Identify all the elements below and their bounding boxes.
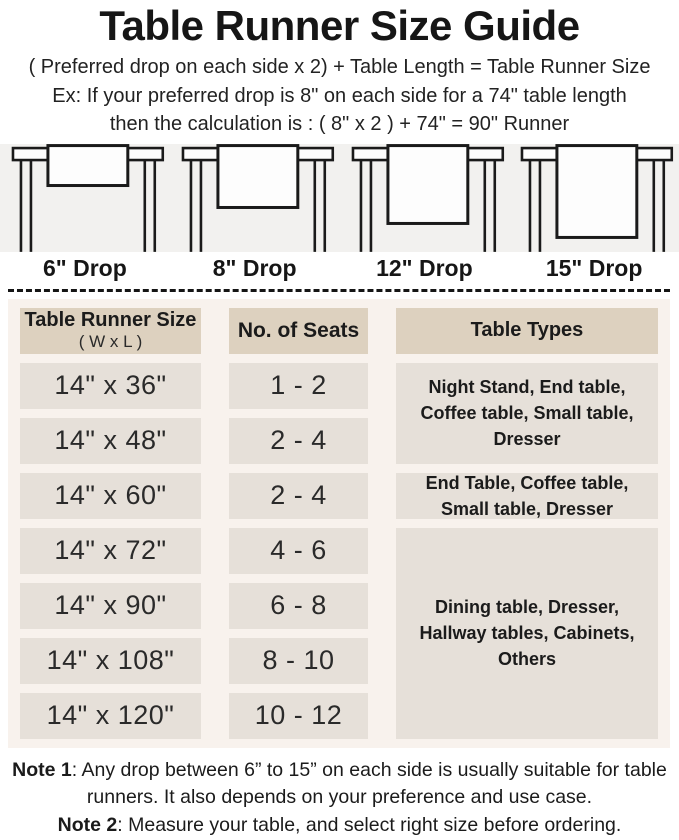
size-cell: 14" x 120" (20, 693, 201, 739)
table-illustration-8-drop (170, 144, 340, 252)
note-2-text: : Measure your table, and select right size before ordering. (117, 814, 622, 836)
column-header-size-line1: Table Runner Size (24, 309, 197, 332)
table-illustration-15-drop (509, 144, 679, 252)
size-cell: 14" x 60" (20, 473, 201, 519)
table-with-runner-drawing-icon (0, 144, 170, 252)
size-cell: 14" x 36" (20, 363, 201, 409)
column-header-size (20, 308, 201, 354)
drop-label-6: 6" Drop (43, 255, 127, 282)
table-with-runner-drawing-icon (509, 144, 679, 252)
size-guide-table (8, 299, 670, 748)
size-cell: 14" x 108" (20, 638, 201, 684)
page-title: Table Runner Size Guide (99, 2, 580, 49)
table-with-runner-drawing-icon (340, 144, 510, 252)
drop-illustrations (0, 144, 679, 252)
formula-text: ( Preferred drop on each side x 2) + Table Length = Table Runner Size (28, 56, 651, 79)
seats-cell: 8 - 10 (229, 638, 368, 684)
size-cell: 14" x 48" (20, 418, 201, 464)
seats-cell: 1 - 2 (229, 363, 368, 409)
size-cell: 14" x 72" (20, 528, 201, 574)
table-with-runner-drawing-icon (170, 144, 340, 252)
column-header-size-line2: ( W x L ) (78, 332, 143, 352)
seats-cell: 2 - 4 (229, 418, 368, 464)
column-header-seats-label: No. of Seats (237, 318, 360, 342)
size-cell: 14" x 90" (20, 583, 201, 629)
seats-cell: 4 - 6 (229, 528, 368, 574)
seats-cell: 2 - 4 (229, 473, 368, 519)
drop-labels-row (0, 255, 679, 283)
note-2-label: Note 2 (57, 814, 118, 836)
note-1-text: : Any drop between 6” to 15” on each side is usually suitable for table runners. It also depends on your preference and use case. (71, 758, 667, 809)
note-1 (8, 757, 672, 812)
dashed-divider (8, 289, 670, 292)
column-header-types (396, 308, 658, 354)
table-illustration-12-drop (340, 144, 510, 252)
example-line-1: Ex: If your preferred drop is 8" on each side for a 74" table length (52, 85, 627, 108)
seats-cell: 6 - 8 (229, 583, 368, 629)
table-illustration-6-drop (0, 144, 170, 252)
drop-label-12: 12" Drop (376, 255, 473, 282)
drop-label-8: 8" Drop (212, 255, 297, 282)
example-line-2: then the calculation is : ( 8" x 2 ) + 74" = 90" Runner (109, 113, 570, 136)
column-header-seats (229, 308, 368, 354)
seats-cell: 10 - 12 (229, 693, 368, 739)
table-types-cell-group-1: Night Stand, End table, Coffee table, Small table, Dresser (396, 363, 658, 464)
note-1-label: Note 1 (12, 758, 72, 781)
notes-section (8, 757, 672, 840)
drop-label-15: 15" Drop (545, 255, 643, 282)
column-header-types-label: Table Types (470, 319, 584, 342)
table-types-cell-group-2: End Table, Coffee table, Small table, Dresser (396, 473, 658, 519)
table-types-cell-group-3: Dining table, Dresser, Hallway tables, Cabinets, Others (396, 528, 658, 739)
